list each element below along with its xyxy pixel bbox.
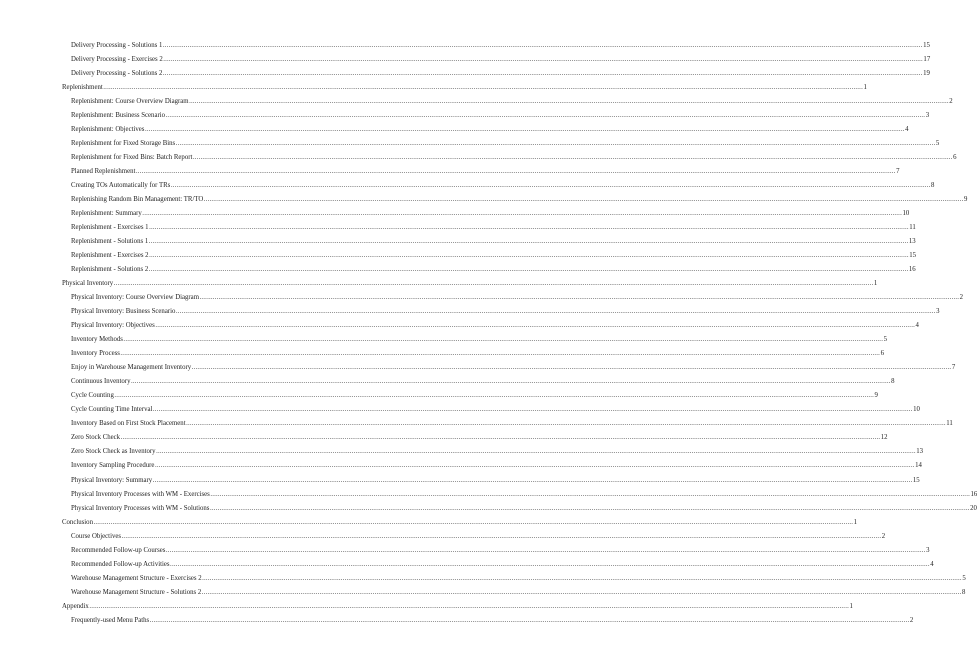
toc-subsection-entry — [0, 557, 934, 571]
toc-subsection-entry — [0, 585, 966, 599]
toc-entry-title: Replenishment: Objectives — [71, 126, 145, 134]
toc-subsection-entry — [0, 164, 900, 178]
toc-entry-title: Replenishment — [62, 84, 103, 92]
toc-subsection-entry — [0, 472, 920, 486]
toc-dot-leader: ................................................................................................................................................................................................................................................................................................................................................................................................................ — [201, 588, 962, 596]
toc-subsection-entry — [0, 136, 940, 150]
toc-subsection-entry — [0, 416, 953, 430]
toc-entry-title: Inventory Methods — [71, 336, 123, 344]
toc-entry-title: Delivery Processing - Solutions 2 — [71, 70, 163, 78]
toc-entry-title: Replenishment: Business Scenario — [71, 112, 166, 120]
toc-subsection-entry — [0, 94, 953, 108]
toc-subsection-entry — [0, 332, 888, 346]
toc-page-number: 15 — [923, 42, 930, 50]
toc-section-entry — [0, 599, 853, 613]
toc-entry-title: Inventory Sampling Procedure — [71, 462, 155, 470]
toc-entry-title: Replenishment - Exercises 2 — [71, 252, 149, 260]
toc-subsection-entry — [0, 248, 917, 262]
toc-page-number: 15 — [912, 476, 920, 484]
toc-section-entry — [0, 80, 867, 94]
toc-page-number: 4 — [930, 560, 934, 568]
toc-page-number: 5 — [962, 574, 966, 582]
toc-entry-title: Conclusion — [62, 518, 93, 526]
toc-page-number: 11 — [946, 420, 953, 428]
toc-subsection-entry — [0, 501, 977, 515]
toc-dot-leader: ................................................................................................................................................................................................................................................................................................................................................................................................................ — [121, 532, 882, 540]
toc-dot-leader: ................................................................................................................................................................................................................................................................................................................................................................................................................ — [103, 84, 863, 92]
toc-entry-title: Replenishing Random Bin Management: TR/TO — [71, 196, 204, 204]
toc-subsection-entry — [0, 304, 940, 318]
toc-dot-leader: ................................................................................................................................................................................................................................................................................................................................................................................................................ — [149, 224, 909, 232]
toc-dot-leader: ................................................................................................................................................................................................................................................................................................................................................................................................................ — [154, 462, 915, 470]
toc-dot-leader: ................................................................................................................................................................................................................................................................................................................................................................................................................ — [123, 336, 884, 344]
toc-dot-leader: ................................................................................................................................................................................................................................................................................................................................................................................................................ — [142, 210, 902, 218]
toc-dot-leader: ................................................................................................................................................................................................................................................................................................................................................................................................................ — [89, 602, 849, 610]
toc-subsection-entry — [0, 613, 914, 627]
toc-page-number: 17 — [923, 56, 931, 64]
toc-subsection-entry — [0, 444, 924, 458]
toc-entry-title: Inventory Process — [71, 350, 120, 358]
toc-entry-title: Appendix — [62, 602, 89, 610]
toc-dot-leader: ................................................................................................................................................................................................................................................................................................................................................................................................................ — [191, 364, 952, 372]
toc-dot-leader: ................................................................................................................................................................................................................................................................................................................................................................................................................ — [152, 406, 913, 414]
toc-subsection-entry — [0, 402, 920, 416]
toc-page-number: 2 — [959, 294, 964, 302]
toc-dot-leader: ................................................................................................................................................................................................................................................................................................................................................................................................................ — [175, 308, 936, 316]
toc-dot-leader: ................................................................................................................................................................................................................................................................................................................................................................................................................ — [175, 140, 936, 148]
toc-subsection-entry — [0, 234, 916, 248]
toc-entry-title: Replenishment - Solutions 1 — [71, 238, 149, 246]
table-of-contents — [0, 38, 977, 627]
toc-entry-title: Creating TOs Automatically for TRs — [71, 182, 171, 190]
toc-subsection-entry — [0, 529, 886, 543]
toc-dot-leader: ................................................................................................................................................................................................................................................................................................................................................................................................................ — [113, 280, 874, 288]
toc-subsection-entry — [0, 458, 922, 472]
toc-subsection-entry — [0, 52, 931, 66]
toc-page-number: 1 — [873, 280, 878, 288]
toc-page-number: 7 — [896, 168, 900, 176]
toc-page-number: 16 — [970, 490, 977, 498]
toc-subsection-entry — [0, 262, 916, 276]
toc-page-number: 8 — [891, 378, 895, 386]
toc-page-number: 1 — [853, 518, 858, 526]
toc-dot-leader: ................................................................................................................................................................................................................................................................................................................................................................................................................ — [189, 98, 949, 106]
toc-page-number: 3 — [926, 546, 930, 554]
toc-dot-leader: ................................................................................................................................................................................................................................................................................................................................................................................................................ — [165, 546, 926, 554]
toc-entry-title: Physical Inventory Processes with WM - Exercises — [71, 490, 210, 498]
toc-dot-leader: ................................................................................................................................................................................................................................................................................................................................................................................................................ — [209, 504, 970, 512]
toc-entry-title: Cycle Counting Time Interval — [71, 406, 153, 414]
toc-page-number: 15 — [909, 252, 917, 260]
toc-subsection-entry — [0, 122, 909, 136]
toc-entry-title: Physical Inventory Processes with WM - Solutions — [71, 504, 210, 512]
toc-section-entry — [0, 276, 878, 290]
toc-entry-title: Physical Inventory: Summary — [71, 476, 153, 484]
toc-page-number: 8 — [961, 588, 966, 596]
toc-subsection-entry — [0, 220, 916, 234]
toc-entry-title: Delivery Processing - Exercises 2 — [71, 56, 163, 64]
toc-dot-leader: ................................................................................................................................................................................................................................................................................................................................................................................................................ — [170, 182, 931, 190]
toc-page-number: 3 — [936, 308, 940, 316]
toc-dot-leader: ................................................................................................................................................................................................................................................................................................................................................................................................................ — [120, 434, 881, 442]
toc-subsection-entry — [0, 430, 888, 444]
toc-subsection-entry — [0, 108, 930, 122]
toc-page-number: 12 — [880, 434, 888, 442]
toc-entry-title: Cycle Counting — [71, 392, 114, 400]
toc-entry-title: Zero Stock Check as Inventory — [71, 448, 156, 456]
toc-entry-title: Replenishment: Course Overview Diagram — [71, 98, 189, 106]
toc-page-number: 3 — [925, 112, 930, 120]
toc-page-number: 10 — [913, 406, 920, 414]
toc-page-number: 9 — [963, 196, 968, 204]
toc-dot-leader: ................................................................................................................................................................................................................................................................................................................................................................................................................ — [130, 378, 891, 386]
toc-dot-leader: ................................................................................................................................................................................................................................................................................................................................................................................................................ — [135, 168, 896, 176]
toc-subsection-entry — [0, 571, 966, 585]
toc-page-number: 8 — [931, 182, 935, 190]
toc-dot-leader: ................................................................................................................................................................................................................................................................................................................................................................................................................ — [152, 476, 913, 484]
toc-page-number: 2 — [949, 98, 953, 106]
toc-page-number: 1 — [863, 84, 867, 92]
toc-dot-leader: ................................................................................................................................................................................................................................................................................................................................................................................................................ — [114, 392, 875, 400]
toc-entry-title: Physical Inventory: Course Overview Diagram — [71, 294, 199, 302]
toc-dot-leader: ................................................................................................................................................................................................................................................................................................................................................................................................................ — [93, 518, 854, 526]
toc-page-number: 9 — [874, 392, 878, 400]
toc-page-number: 16 — [908, 266, 916, 274]
toc-page-number: 5 — [883, 336, 888, 344]
toc-subsection-entry — [0, 178, 935, 192]
toc-dot-leader: ................................................................................................................................................................................................................................................................................................................................................................................................................ — [148, 266, 909, 274]
toc-page-number: 2 — [909, 616, 914, 624]
toc-dot-leader: ................................................................................................................................................................................................................................................................................................................................................................................................................ — [148, 238, 909, 246]
toc-dot-leader: ................................................................................................................................................................................................................................................................................................................................................................................................................ — [120, 350, 881, 358]
toc-entry-title: Replenishment: Summary — [71, 210, 142, 218]
toc-page-number: 5 — [935, 140, 940, 148]
toc-entry-title: Replenishment for Fixed Storage Bins — [71, 140, 176, 148]
toc-dot-leader: ................................................................................................................................................................................................................................................................................................................................................................................................................ — [149, 616, 910, 624]
toc-entry-title: Zero Stock Check — [71, 434, 121, 442]
toc-page-number: 11 — [909, 224, 916, 232]
toc-dot-leader: ................................................................................................................................................................................................................................................................................................................................................................................................................ — [202, 574, 962, 582]
toc-entry-title: Continuous Inventory — [71, 378, 131, 386]
toc-subsection-entry — [0, 290, 964, 304]
toc-subsection-entry — [0, 388, 878, 402]
toc-entry-title: Delivery Processing - Solutions 1 — [71, 42, 163, 50]
toc-subsection-entry — [0, 374, 895, 388]
toc-entry-title: Physical Inventory — [62, 280, 114, 288]
toc-page-number: 6 — [953, 154, 957, 162]
toc-dot-leader: ................................................................................................................................................................................................................................................................................................................................................................................................................ — [210, 490, 970, 498]
toc-dot-leader: ................................................................................................................................................................................................................................................................................................................................................................................................................ — [165, 112, 926, 120]
toc-subsection-entry — [0, 543, 930, 557]
toc-entry-title: Physical Inventory: Business Scenario — [71, 308, 176, 316]
toc-entry-title: Replenishment for Fixed Bins: Batch Report — [71, 154, 193, 162]
toc-entry-title: Course Objectives — [71, 532, 122, 540]
toc-entry-title: Replenishment - Solutions 2 — [71, 266, 149, 274]
toc-entry-title: Recommended Follow-up Activities — [71, 560, 170, 568]
toc-subsection-entry — [0, 150, 957, 164]
toc-subsection-entry — [0, 66, 930, 80]
toc-page-number: 7 — [951, 364, 956, 372]
toc-section-entry — [0, 515, 858, 529]
toc-page-number: 13 — [908, 238, 916, 246]
toc-subsection-entry — [0, 487, 977, 501]
toc-subsection-entry — [0, 318, 919, 332]
toc-subsection-entry — [0, 346, 884, 360]
toc-page-number: 4 — [905, 126, 909, 134]
toc-page-number: 10 — [902, 210, 910, 218]
toc-dot-leader: ................................................................................................................................................................................................................................................................................................................................................................................................................ — [170, 560, 930, 568]
toc-dot-leader: ................................................................................................................................................................................................................................................................................................................................................................................................................ — [149, 252, 909, 260]
toc-dot-leader: ................................................................................................................................................................................................................................................................................................................................................................................................................ — [192, 154, 953, 162]
toc-page-number: 14 — [915, 462, 922, 470]
toc-entry-title: Recommended Follow-up Courses — [71, 546, 166, 554]
toc-page-number: 2 — [881, 532, 886, 540]
toc-entry-title: Replenishment - Exercises 1 — [71, 224, 149, 232]
toc-page-number: 6 — [880, 350, 884, 358]
toc-entry-title: Physical Inventory: Objectives — [71, 322, 155, 330]
toc-page-number: 20 — [970, 504, 977, 512]
toc-dot-leader: ................................................................................................................................................................................................................................................................................................................................................................................................................ — [162, 42, 923, 50]
toc-subsection-entry — [0, 206, 910, 220]
toc-dot-leader: ................................................................................................................................................................................................................................................................................................................................................................................................................ — [163, 56, 923, 64]
toc-subsection-entry — [0, 38, 930, 52]
toc-dot-leader: ................................................................................................................................................................................................................................................................................................................................................................................................................ — [203, 196, 964, 204]
toc-entry-title: Planned Replenishment — [71, 168, 136, 176]
toc-entry-title: Inventory Based on First Stock Placement — [71, 420, 186, 428]
toc-dot-leader: ................................................................................................................................................................................................................................................................................................................................................................................................................ — [144, 126, 905, 134]
toc-page-number: 1 — [849, 602, 853, 610]
toc-dot-leader: ................................................................................................................................................................................................................................................................................................................................................................................................................ — [199, 294, 960, 302]
toc-entry-title: Warehouse Management Structure - Exercises 2 — [71, 574, 202, 582]
toc-page-number: 4 — [915, 322, 919, 330]
toc-page-number: 13 — [916, 448, 924, 456]
toc-dot-leader: ................................................................................................................................................................................................................................................................................................................................................................................................................ — [156, 448, 916, 456]
toc-entry-title: Enjoy in Warehouse Management Inventory — [71, 364, 192, 372]
toc-entry-title: Warehouse Management Structure - Solutions 2 — [71, 588, 202, 596]
toc-entry-title: Frequently-used Menu Paths — [71, 616, 150, 624]
toc-dot-leader: ................................................................................................................................................................................................................................................................................................................................................................................................................ — [186, 420, 946, 428]
toc-page-number: 19 — [923, 70, 930, 78]
toc-subsection-entry — [0, 360, 956, 374]
toc-dot-leader: ................................................................................................................................................................................................................................................................................................................................................................................................................ — [162, 70, 923, 78]
toc-subsection-entry — [0, 192, 968, 206]
toc-dot-leader: ................................................................................................................................................................................................................................................................................................................................................................................................................ — [155, 322, 915, 330]
